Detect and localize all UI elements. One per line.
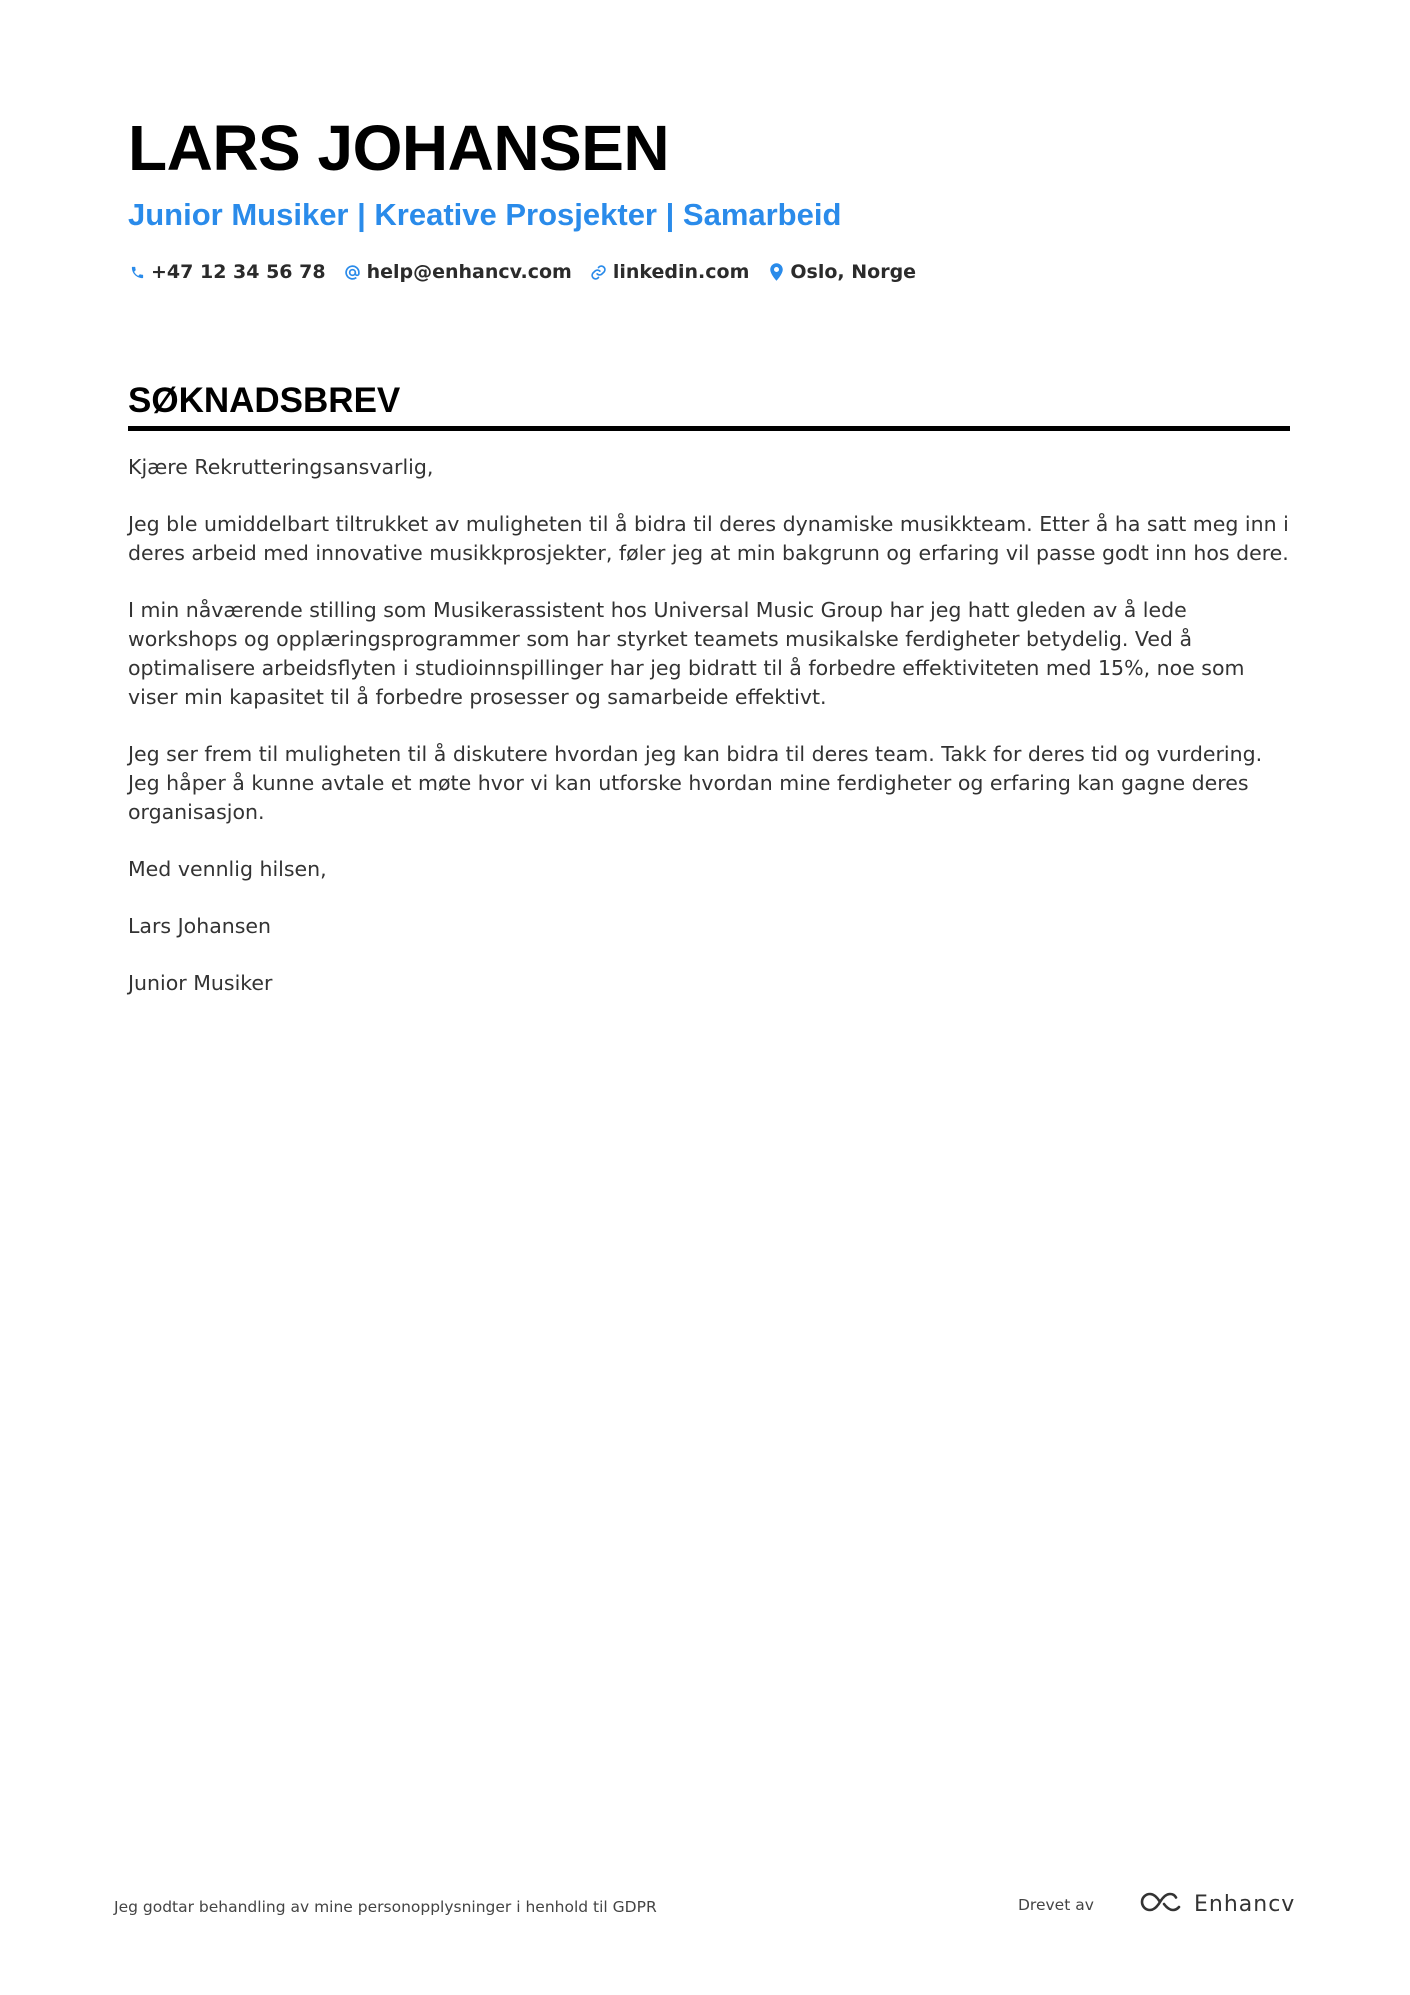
location-pin-icon [767, 263, 785, 281]
contact-email-text: help@enhancv.com [366, 261, 572, 283]
contact-location-text: Oslo, Norge [790, 261, 917, 283]
contact-bar [128, 257, 1290, 287]
brand-name: Enhancv [1194, 1891, 1296, 1917]
page-footer [114, 1886, 1296, 1926]
signature-name: Lars Johansen [128, 914, 272, 938]
phone-icon [128, 263, 146, 281]
gdpr-consent-text: Jeg godtar behandling av mine personopplysninger i henhold til GDPR [114, 1898, 657, 1916]
cover-letter-page [128, 108, 1290, 1026]
infinity-logo-icon [1138, 1888, 1186, 1920]
letter-body [128, 453, 1290, 998]
letter-closing: Med vennlig hilsen, [128, 857, 327, 881]
at-icon [344, 263, 362, 281]
link-icon [590, 263, 608, 281]
applicant-subtitle: Junior Musiker | Kreative Prosjekter | Samarbeid [128, 197, 842, 232]
contact-email[interactable] [344, 261, 572, 283]
letter-paragraph: I min nåværende stilling som Musikerassistent hos Universal Music Group har jeg hatt gleden av å lede workshops og opplæringsprogrammer som har styrket teamets musikalske ferdigheter betydelig. Ved å optimalisere arbeidsflyten i studioinnspillinger har jeg bidratt til å forbedre effektiviteten med 15%, noe som viser min kapasitet til å forbedre prosesser og samarbeide effektivt. [128, 598, 1245, 709]
letter-paragraph: Jeg ble umiddelbart tiltrukket av muligheten til å bidra til deres dynamiske musikkteam. Etter å ha satt meg inn i deres arbeid med innovative musikkprosjekter, føler jeg at min bakgrunn og erfaring vil passe godt inn hos dere. [128, 512, 1289, 565]
letter-paragraph: Jeg ser frem til muligheten til å diskutere hvordan jeg kan bidra til deres team. Takk for deres tid og vurdering. Jeg håper å kunne avtale et møte hvor vi kan utforske hvordan mine ferdigheter og erfaring kan gagne deres organisasjon. [128, 742, 1263, 824]
contact-phone[interactable] [128, 261, 326, 283]
signature-title: Junior Musiker [128, 971, 273, 995]
enhancv-logo[interactable] [1138, 1888, 1295, 1920]
letter-greeting: Kjære Rekrutteringsansvarlig, [128, 455, 434, 479]
contact-phone-text: +47 12 34 56 78 [151, 261, 326, 283]
section-title: SØKNADSBREV [128, 379, 1290, 431]
applicant-name: LARS JOHANSEN [128, 112, 670, 184]
powered-by-label: Drevet av [1018, 1896, 1094, 1914]
contact-linkedin[interactable] [590, 261, 750, 283]
contact-location [767, 261, 916, 283]
contact-linkedin-text: linkedin.com [612, 261, 750, 283]
